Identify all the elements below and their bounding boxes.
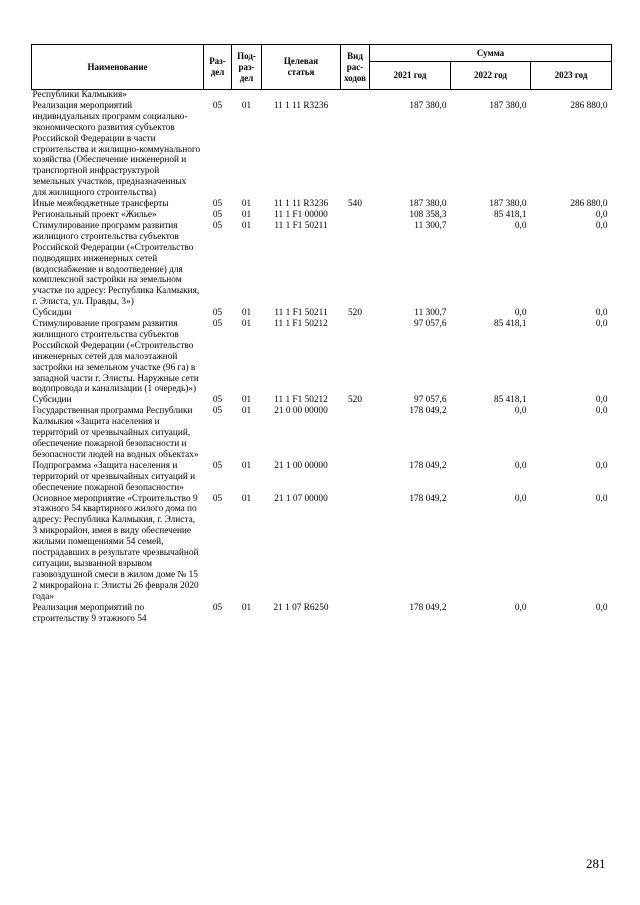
- row-sum-2021: 178 049,2: [409, 406, 447, 417]
- row-section: 05: [212, 308, 223, 319]
- row-section: 05: [212, 199, 223, 210]
- row-name: Республики Калмыкия»: [32, 90, 127, 100]
- row-name: Стимулирование программ развития жилищного строительства субъектов Российской Федерации («Строительство подводящих инженерных сетей (водоснабжение и водоотведение) для комплексной застройки на земельном участке по адресу: Республика Калмыкия, г. Элиста, ул. Правды, 3»): [32, 220, 200, 308]
- budget-table: [31, 44, 612, 624]
- row-target: 11 1 11 R3236: [273, 199, 329, 210]
- row-name: Стимулирование программ развития жилищного строительства субъектов Российской Федерации («Строительство инженерных сетей для малоэтажной застройки на земельном участке (96 га) в западной части г. Элисты. Наружные сети водопровода и канализации (1 очередь)»): [32, 319, 199, 395]
- table-row: [32, 101, 612, 199]
- row-sum-2023: 0,0: [595, 308, 608, 319]
- row-name: Субсидии: [32, 395, 72, 406]
- row-sum-2022: 0,0: [514, 460, 527, 471]
- row-subsection: 01: [241, 209, 252, 220]
- row-name: Основное мероприятие «Строительство 9 этажного 54 квартирного жилого дома по адресу: Республика Калмыкия, г. Элиста, 3 микрорайон, имея в виду обеспечение жилыми помещениями 54 семей, пострадавших в результате чрезвычайной ситуации, вызванной взрывом газовоздушной смеси в жилом доме № 15 2 микрорайона г. Элисты 26 февраля 2020 года»: [32, 493, 199, 602]
- row-section: 05: [212, 319, 223, 330]
- row-sum-2023: 0,0: [595, 460, 608, 471]
- row-section: 05: [212, 209, 223, 220]
- table-row: [32, 221, 612, 308]
- row-target: 11 1 F1 50212: [274, 395, 328, 406]
- row-expense-type: [341, 319, 370, 395]
- header-expense-type: Вид рас- ходов: [341, 45, 370, 90]
- row-subsection: 01: [241, 602, 252, 613]
- row-sum-2022: 0,0: [514, 406, 527, 417]
- row-name: Государственная программа Республики Калмыкия «Защита населения и территорий от чрезвычайных ситуаций, обеспечение пожарной безопасности и безопасности людей на водных объектах»: [32, 406, 199, 460]
- row-expense-type: [341, 221, 370, 308]
- row-name: Подпрограмма «Защита населения и территорий от чрезвычайных ситуаций и обеспечение пожарной безопасности»: [32, 460, 196, 493]
- row-sum-2021: 97 057,6: [413, 319, 447, 330]
- row-target: 11 1 F1 50211: [274, 308, 328, 319]
- row-name: Субсидии: [32, 308, 72, 319]
- header-year-2022: 2022 год: [451, 62, 531, 90]
- document-page: [31, 44, 611, 624]
- row-target: 11 1 F1 00000: [274, 209, 328, 220]
- row-target: 11 1 F1 50212: [274, 319, 328, 330]
- row-section: 05: [212, 493, 223, 504]
- row-target: 21 0 00 00000: [274, 406, 328, 417]
- row-sum-2022: 187 380,0: [489, 199, 527, 210]
- row-name: Реализация мероприятий по строительству 9 этажного 54: [32, 602, 147, 624]
- row-subsection: 01: [241, 395, 252, 406]
- table-header: [32, 45, 612, 90]
- row-subsection: 01: [241, 319, 252, 330]
- row-expense-type: [341, 90, 370, 101]
- row-expense-type: [341, 461, 370, 494]
- row-sum-2022: 0,0: [514, 493, 527, 504]
- page-number: 281: [586, 856, 606, 871]
- row-sum-2022: 85 418,1: [493, 209, 527, 220]
- row-sum-2022: 0,0: [514, 602, 527, 613]
- row-sum-2021: 187 380,0: [409, 199, 447, 210]
- row-target: [262, 90, 341, 101]
- table-row: [32, 395, 612, 406]
- row-target: 11 1 11 R3236: [273, 100, 329, 111]
- row-sum-2023: 286 880,0: [570, 100, 608, 111]
- row-subsection: 01: [241, 493, 252, 504]
- row-sum-2021: 178 049,2: [409, 602, 447, 613]
- row-sum-2021: 108 358,3: [409, 209, 447, 220]
- row-sum-2021: 11 300,7: [414, 220, 447, 231]
- row-target: 21 1 00 00000: [274, 460, 328, 471]
- row-section: 05: [212, 100, 223, 111]
- row-section: 05: [212, 460, 223, 471]
- row-sum-2023: 0,0: [595, 319, 608, 330]
- row-subsection: 01: [241, 308, 252, 319]
- row-sum-2023: 0,0: [595, 602, 608, 613]
- row-sum-2021: 178 049,2: [409, 460, 447, 471]
- header-year-2021: 2021 год: [370, 62, 451, 90]
- row-sum-2023: 0,0: [595, 209, 608, 220]
- header-sum: Сумма: [370, 45, 612, 62]
- row-subsection: 01: [241, 100, 252, 111]
- row-section: 05: [212, 406, 223, 417]
- row-section: 05: [212, 602, 223, 613]
- row-target: 21 1 07 00000: [274, 493, 328, 504]
- header-target: Целевая статья: [262, 45, 341, 90]
- table-row: [32, 199, 612, 210]
- row-expense-type: [341, 494, 370, 603]
- row-expense-type: [341, 406, 370, 461]
- row-name: Региональный проект «Жилье»: [32, 209, 157, 220]
- table-row: [32, 603, 612, 625]
- row-sum-2023: 0,0: [595, 395, 608, 406]
- row-sum-2022: 0,0: [514, 220, 527, 231]
- row-sum-2023: 0,0: [595, 220, 608, 231]
- table-row: [32, 319, 612, 395]
- row-section: 05: [212, 395, 223, 406]
- row-sum-2021: 97 057,6: [413, 395, 447, 406]
- row-target: 11 1 F1 50211: [274, 220, 328, 231]
- table-row: [32, 494, 612, 603]
- table-row: [32, 308, 612, 319]
- row-sum-2021: 187 380,0: [409, 100, 447, 111]
- row-sum-2022: 85 418,1: [493, 319, 527, 330]
- row-name: Иные межбюджетные трансферты: [32, 199, 169, 210]
- row-expense-type: 520: [348, 308, 362, 319]
- table-row: [32, 210, 612, 221]
- row-expense-type: [341, 101, 370, 199]
- row-sum-2023: 286 880,0: [570, 199, 608, 210]
- row-sum-2022: 0,0: [514, 308, 527, 319]
- row-expense-type: [341, 603, 370, 625]
- row-expense-type: 540: [348, 199, 362, 210]
- row-sum-2021: 11 300,7: [414, 308, 447, 319]
- row-sum-2023: 0,0: [595, 493, 608, 504]
- row-sum-2023: 0,0: [595, 406, 608, 417]
- header-section: Раз- дел: [204, 45, 232, 90]
- table-row: [32, 461, 612, 494]
- row-subsection: 01: [241, 220, 252, 231]
- row-subsection: 01: [241, 460, 252, 471]
- row-subsection: 01: [241, 199, 252, 210]
- row-section: [204, 90, 232, 101]
- row-sum-2021: 178 049,2: [409, 493, 447, 504]
- row-section: 05: [212, 220, 223, 231]
- table-body: [32, 90, 612, 625]
- header-year-2023: 2023 год: [531, 62, 612, 90]
- row-sum-2022: [451, 90, 531, 101]
- row-sum-2021: [370, 90, 451, 101]
- row-expense-type: [341, 210, 370, 221]
- row-target: 21 1 07 R6250: [273, 602, 329, 613]
- row-subsection: 01: [241, 406, 252, 417]
- row-subsection: [232, 90, 262, 101]
- row-name: Реализация мероприятий индивидуальных программ социально-экономического развития субъектов Российской Федерации в части строительства и жилищно-коммунального хозяйства (Обеспечение инженерной и транспортной инфраструктурой земельных участков, предназначенных для жилищного строительства): [32, 100, 201, 199]
- row-expense-type: 520: [348, 395, 362, 406]
- header-subsection: Под- раз- дел: [232, 45, 262, 90]
- row-sum-2022: 85 418,1: [493, 395, 527, 406]
- row-sum-2023: [531, 90, 612, 101]
- header-name: Наименование: [32, 45, 204, 90]
- table-row: [32, 406, 612, 461]
- row-sum-2022: 187 380,0: [489, 100, 527, 111]
- table-row: [32, 90, 612, 101]
